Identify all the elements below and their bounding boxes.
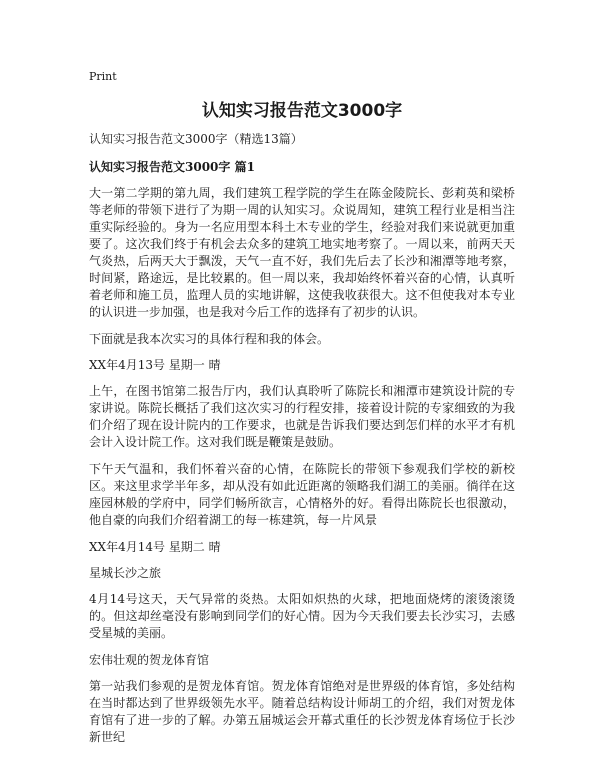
schedule-intro: 下面就是我本次实习的具体行程和我的体会。 — [89, 332, 330, 346]
document-title: 认知实习报告范文3000字 — [201, 101, 403, 121]
afternoon-paragraph: 下午天气温和，我们怀着兴奋的心情，在陈院长的带领下参观我们学校的新校区。来这里求学半年多，却从没有如此近距离的领略我们湖工的美丽。徜徉在这座园林般的学府中，同学们畅所欲言，心情格外的好。看得出陈院长也很激动，他自豪的向我们介绍着湖工的每一栋建筑，每一片风景 — [89, 462, 515, 527]
print-label[interactable]: Print — [89, 70, 117, 83]
document-subtitle: 认知实习报告范文3000字（精选13篇） — [89, 132, 303, 146]
section-heading: 认知实习报告范文3000字 篇1 — [89, 160, 255, 174]
stadium-paragraph: 第一站我们参观的是贺龙体育馆。贺龙体育馆绝对是世界级的体育馆，多处结构在当时都达到了世界级领先水平。随着总结构设计师胡工的介绍，我们对贺龙体育馆有了进一步的了解。办第五届城运会开幕式重任的长沙贺龙体育场位于长沙新世纪 — [89, 679, 515, 744]
subheading-changsha-trip: 星城长沙之旅 — [89, 566, 162, 580]
morning-paragraph: 上午，在图书馆第二报告厅内，我们认真聆听了陈院长和湘潭市建筑设计院的专家讲说。陈院长概括了我们这次实习的行程安排，接着设计院的专家细致的为我们介绍了现在设计院内的工作要求，也就是告诉我们要达到怎们样的水平才有机会计入设计院工作。这对我们既是鞭策是鼓励。 — [89, 384, 515, 449]
intro-paragraph: 大一第二学期的第九周，我们建筑工程学院的学生在陈金陵院长、彭莉英和梁桥等老师的带领下进行了为期一周的认知实习。众说周知，建筑工程行业是相当注重实际经验的。身为一名应用型本科土木专业的学生，经验对我们来说就更加重要了。这次我们终于有机会去众多的建筑工地实地考察了。一周以来，前两天天气炎热，后两天大于飘泼，天气一直不好，我们先后去了长沙和湘潭等地考察，时间紧，路途远，是比较累的。但一周以来，我却始终怀着兴奋的心情，认真听着老师和施工员，监理人员的实地讲解，这使我收获很大。这不但使我对本专业的认识进一步加强，也是我对今后工作的选择有了初步的认识。 — [89, 186, 515, 319]
document-page — [89, 70, 515, 756]
date-heading-day2: XX年4月14号 星期二 晴 — [89, 540, 221, 554]
date-heading-day1: XX年4月13号 星期一 晴 — [89, 358, 221, 372]
subheading-helong-stadium: 宏伟壮观的贺龙体育馆 — [89, 653, 210, 667]
changsha-paragraph: 4月14号这天，天气异常的炎热。太阳如炽热的火球，把地面烧烤的滚烫滚烫的。但这却丝毫没有影响到同学们的好心情。因为今天我们要去长沙实习，去感受星城的美丽。 — [89, 592, 515, 640]
